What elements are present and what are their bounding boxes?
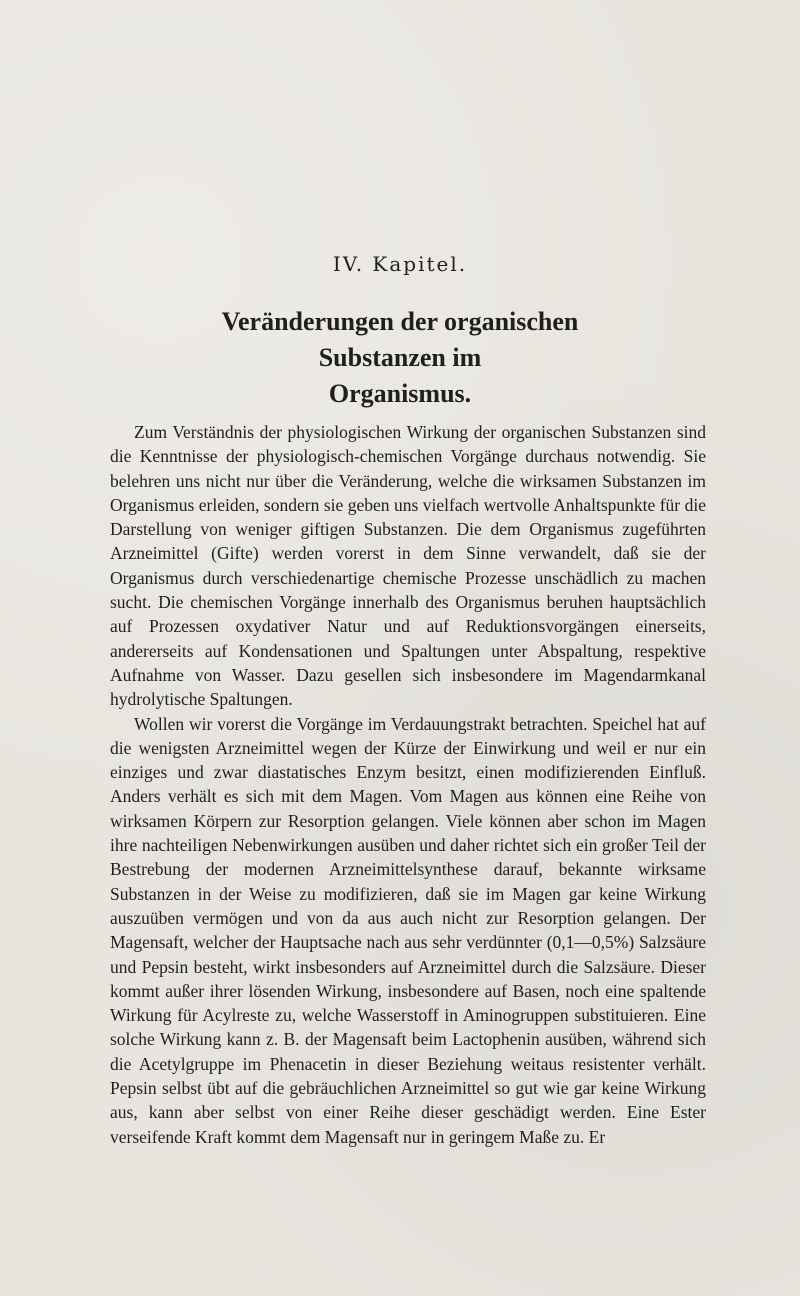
paragraph-1: Zum Verständnis der physiologischen Wirkung der organischen Substanzen sind die Kenntnisse der physiologisch-chemischen Vorgänge durchaus notwendig. Sie belehren uns nicht nur über die Veränderung, welche die wirksamen Substanzen im Organismus erleiden, sondern sie geben uns vielfach wertvolle Anhaltspunkte für die Darstellung von weniger giftigen Substanzen. Die dem Organismus zugeführten Arzneimittel (Gifte) werden vorerst in dem Sinne verwandelt, daß sie der Organismus durch verschiedenartige chemische Prozesse unschädlich zu machen sucht. Die chemischen Vorgänge innerhalb des Organismus beruhen hauptsächlich auf Prozessen oxydativer Natur und auf Reduktionsvorgängen einerseits, andererseits auf Kondensationen und Spaltungen unter Abspaltung, respektive Aufnahme von Wasser. Dazu gesellen sich insbesondere im Magendarmkanal hydrolytische Spaltungen.	[110, 422, 706, 710]
chapter-title-line-1: Veränderungen der organischen Substanzen im	[221, 307, 579, 372]
paragraph-2: Wollen wir vorerst die Vorgänge im Verdauungstrakt betrachten. Speichel hat auf die wenigsten Arzneimittel wegen der Kürze der Einwirkung und weil er nur ein einziges und zwar diastatisches Enzym besitzt, einen modifizierenden Einfluß. Anders verhält es sich mit dem Magen. Vom Magen aus können eine Reihe von wirksamen Körpern zur Resorption gelangen. Viele können aber schon im Magen ihre nachteiligen Nebenwirkungen ausüben und daher richtet sich ein großer Teil der Bestrebung der modernen Arzneimittelsynthese darauf, bekannte wirksame Substanzen in der Weise zu modifizieren, daß sie im Magen gar keine Wirkung auszuüben vermögen und von da aus auch nicht zur Resorption gelangen. Der Magensaft, welcher der Hauptsache nach aus sehr verdünnter (0,1—0,5%) Salzsäure und Pepsin besteht, wirkt insbesonders auf Arzneimittel durch die Salzsäure. Dieser kommt außer ihrer lösenden Wirkung, insbesondere auf Basen, noch eine spaltende Wirkung für Acylreste zu, welche Wasserstoff in Aminogruppen substituieren. Eine solche Wirkung kann z. B. der Magensaft beim Lactophenin ausüben, während sich die Acetylgruppe im Phenacetin in dieser Beziehung weitaus resistenter verhält. Pepsin selbst übt auf die gebräuchlichen Arzneimittel so gut wie gar keine Wirkung aus, kann aber selbst von einer Reihe dieser geschädigt werden. Eine Ester verseifende Kraft kommt dem Magensaft nur in geringem Maße zu. Er	[110, 713, 706, 1147]
chapter-title	[160, 304, 640, 412]
body-text	[110, 420, 706, 1149]
chapter-title-line-2: Organismus.	[328, 379, 472, 408]
chapter-heading: IV. Kapitel.	[332, 252, 468, 276]
